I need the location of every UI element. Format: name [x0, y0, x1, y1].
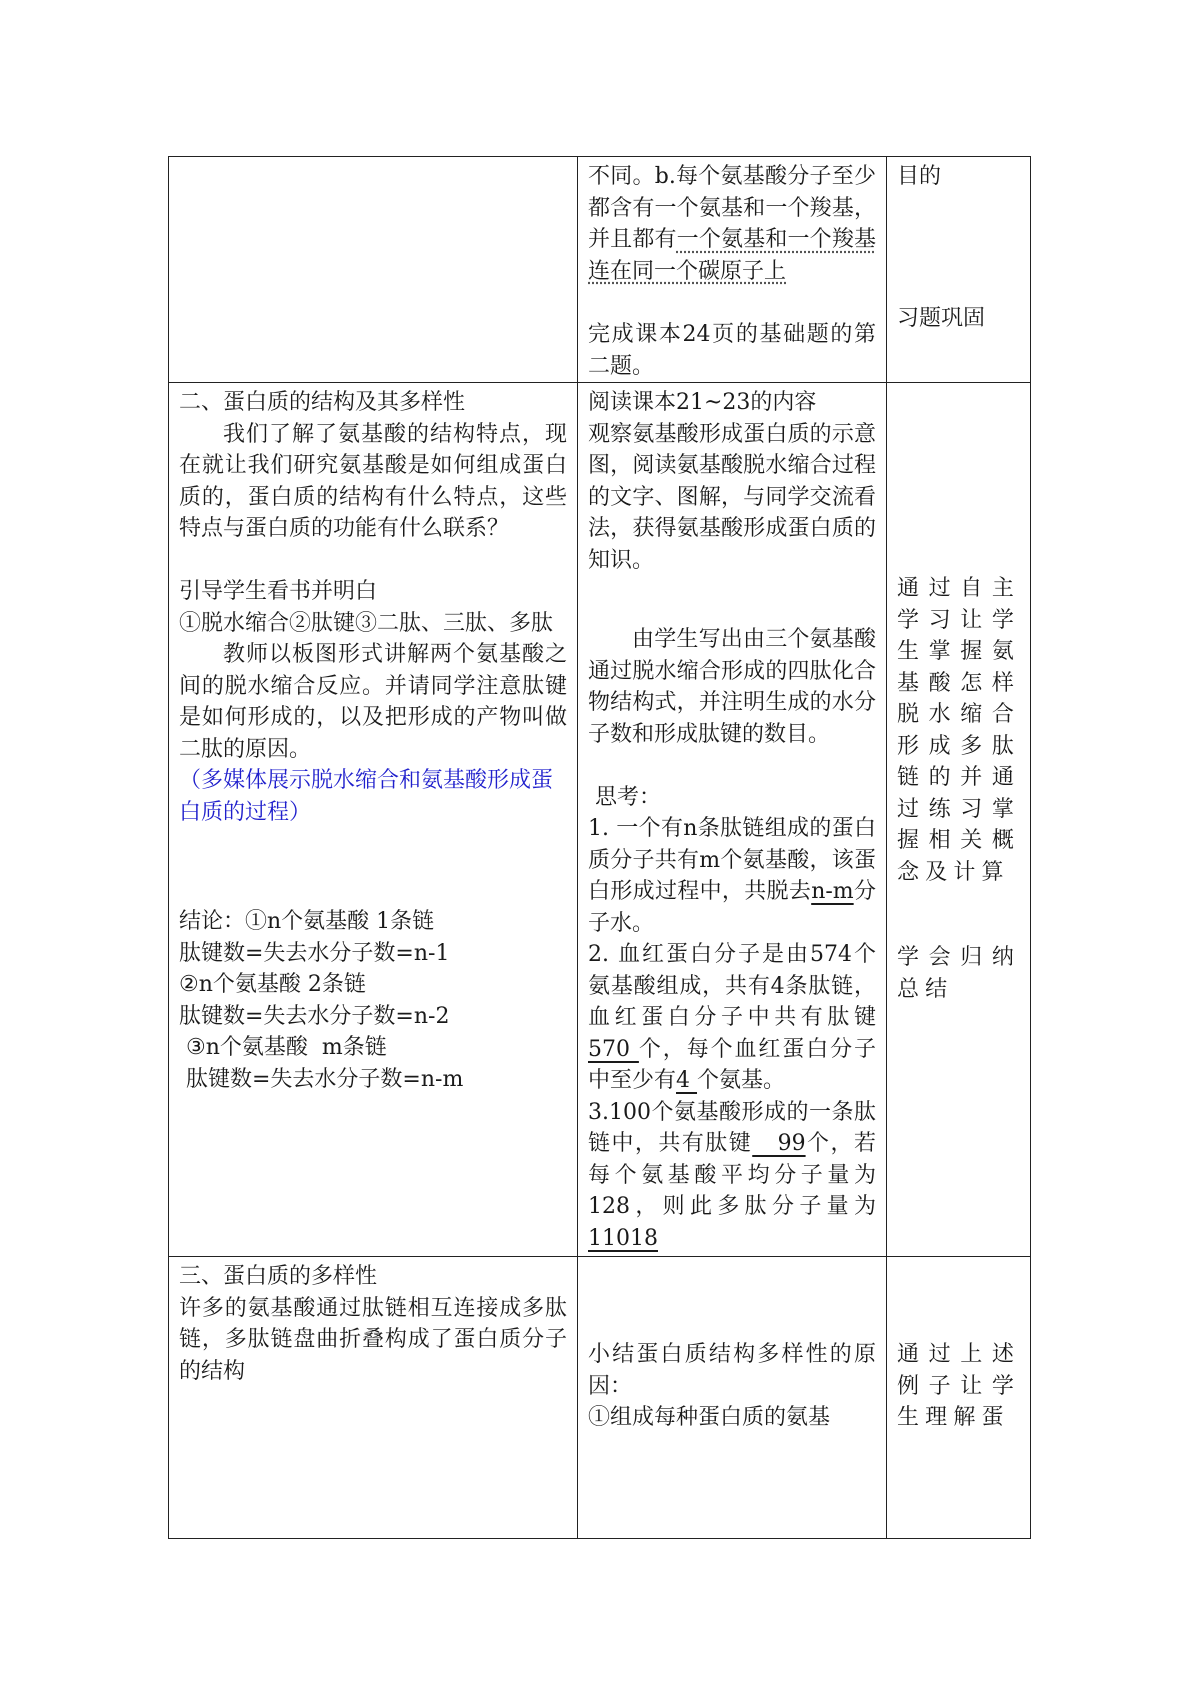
row2-col3-cell: [887, 383, 1031, 1257]
row3-col1-cell: [169, 1257, 578, 1539]
row3-col2-cell: [578, 1257, 887, 1539]
amino-acid-feature-text: [588, 161, 876, 287]
multimedia-note: （多媒体展示脱水缩合和氨基酸形成蛋白质的过程）: [179, 768, 554, 825]
row1-col3-cell: [887, 157, 1031, 383]
textbook-task: 完成课本24页的基础题的第二题。: [588, 322, 876, 379]
table-row: [169, 383, 1031, 1257]
table-row: [169, 1257, 1031, 1539]
answer: 570: [588, 1036, 639, 1062]
conclusion-line: 结论：①n个氨基酸 1条链: [179, 909, 435, 934]
teaching-goal: 学会归纳总结: [897, 945, 1020, 1002]
write-task: 由学生写出由三个氨基酸通过脱水缩合形成的四肽化合物结构式，并注明生成的水分子数和形成肽键的数目。: [588, 627, 876, 747]
feature-text: 不同。b.每个氨基酸分子至少都含有一个氨基和一个羧基，并且都有: [588, 164, 876, 252]
practice-label: 习题巩固: [897, 305, 986, 331]
teaching-goal: 通过自主学习让学生掌握氨基酸怎样脱水缩合形成多肽链的并通过练习掌握相关概念及计算: [897, 576, 1020, 885]
answer: 99: [752, 1131, 806, 1156]
answer: 4: [676, 1068, 698, 1093]
section-heading: 三、蛋白质的多样性: [179, 1264, 378, 1289]
row1-col2-cell: [578, 157, 887, 383]
purpose-label: 目的: [897, 164, 942, 189]
intro-text: 我们了解了氨基酸的结构特点，现在就让我们研究氨基酸是如何组成蛋白质的，蛋白质的结构有什么特点，这些特点与蛋白质的功能有什么联系？: [179, 421, 567, 541]
question-3: [588, 1097, 876, 1255]
conclusion-line: 肽键数=失去水分子数=n-2: [179, 1003, 450, 1029]
question-text: 个，若每个氨基酸平均分子量为128，则此多肽分子量为: [588, 1131, 876, 1219]
feature-underlined: 一个氨基和一个羧基连在同一个碳原子上: [588, 227, 876, 284]
diversity-text: 许多的氨基酸通过肽链相互连接成多肽链，多肽链盘曲折叠构成了蛋白质分子的结构: [179, 1295, 567, 1384]
conclusion-line: 肽键数=失去水分子数=n-m: [179, 1066, 464, 1092]
row2-col1-cell: [169, 383, 578, 1257]
row1-col1-cell: [169, 157, 578, 383]
question-text: 分子水。: [588, 879, 876, 936]
lesson-plan-table: [168, 156, 1031, 1539]
answer: 11018: [588, 1225, 658, 1251]
conclusion-line: ②n个氨基酸 2条链: [179, 972, 366, 997]
section-heading: 二、蛋白质的结构及其多样性: [179, 390, 466, 415]
guide-text: 引导学生看书并明白: [179, 579, 378, 604]
think-heading: 思考：: [588, 784, 661, 810]
question-text: 个氨基。: [697, 1068, 786, 1093]
question-text: 3.100个氨基酸形成的一条肽链中，共有肽键: [588, 1099, 876, 1156]
question-1: [588, 813, 876, 939]
question-text: 2. 血红蛋白分子是由574个氨基酸组成，共有4条肽链，血红蛋白分子中共有肽键: [588, 942, 876, 1030]
reason-text: ①组成每种蛋白质的氨基: [588, 1405, 831, 1430]
summary-text: 小结蛋白质结构多样性的原因：: [588, 1342, 876, 1399]
table-row: [169, 157, 1031, 383]
teacher-explanation: 教师以板图形式讲解两个氨基酸之间的脱水缩合反应。并请同学注意肽键是如何形成的，以及把形成的产物叫做二肽的原因。: [179, 642, 567, 762]
conclusion-line: ③n个氨基酸 m条链: [179, 1035, 387, 1060]
teaching-goal: 通过上述例子让学生理解蛋: [897, 1342, 1020, 1430]
row3-col3-cell: [887, 1257, 1031, 1539]
answer: n-m: [811, 879, 854, 904]
conclusion-line: 肽键数=失去水分子数=n-1: [179, 940, 450, 966]
key-points: ①脱水缩合②肽键③二肽、三肽、多肽: [179, 610, 554, 636]
observe-task: 观察氨基酸形成蛋白质的示意图，阅读氨基酸脱水缩合过程的文字、图解，与同学交流看法，获得氨基酸形成蛋白质的知识。: [588, 421, 876, 573]
row2-col2-cell: [578, 383, 887, 1257]
question-2: [588, 939, 876, 1097]
question-text: 个，每个血红蛋白分子中至少有: [588, 1036, 876, 1093]
question-text: 1. 一个有n条肽链组成的蛋白质分子共有m个氨基酸，该蛋白形成过程中，共脱去: [588, 816, 876, 904]
reading-task: 阅读课本21~23的内容: [588, 390, 817, 415]
